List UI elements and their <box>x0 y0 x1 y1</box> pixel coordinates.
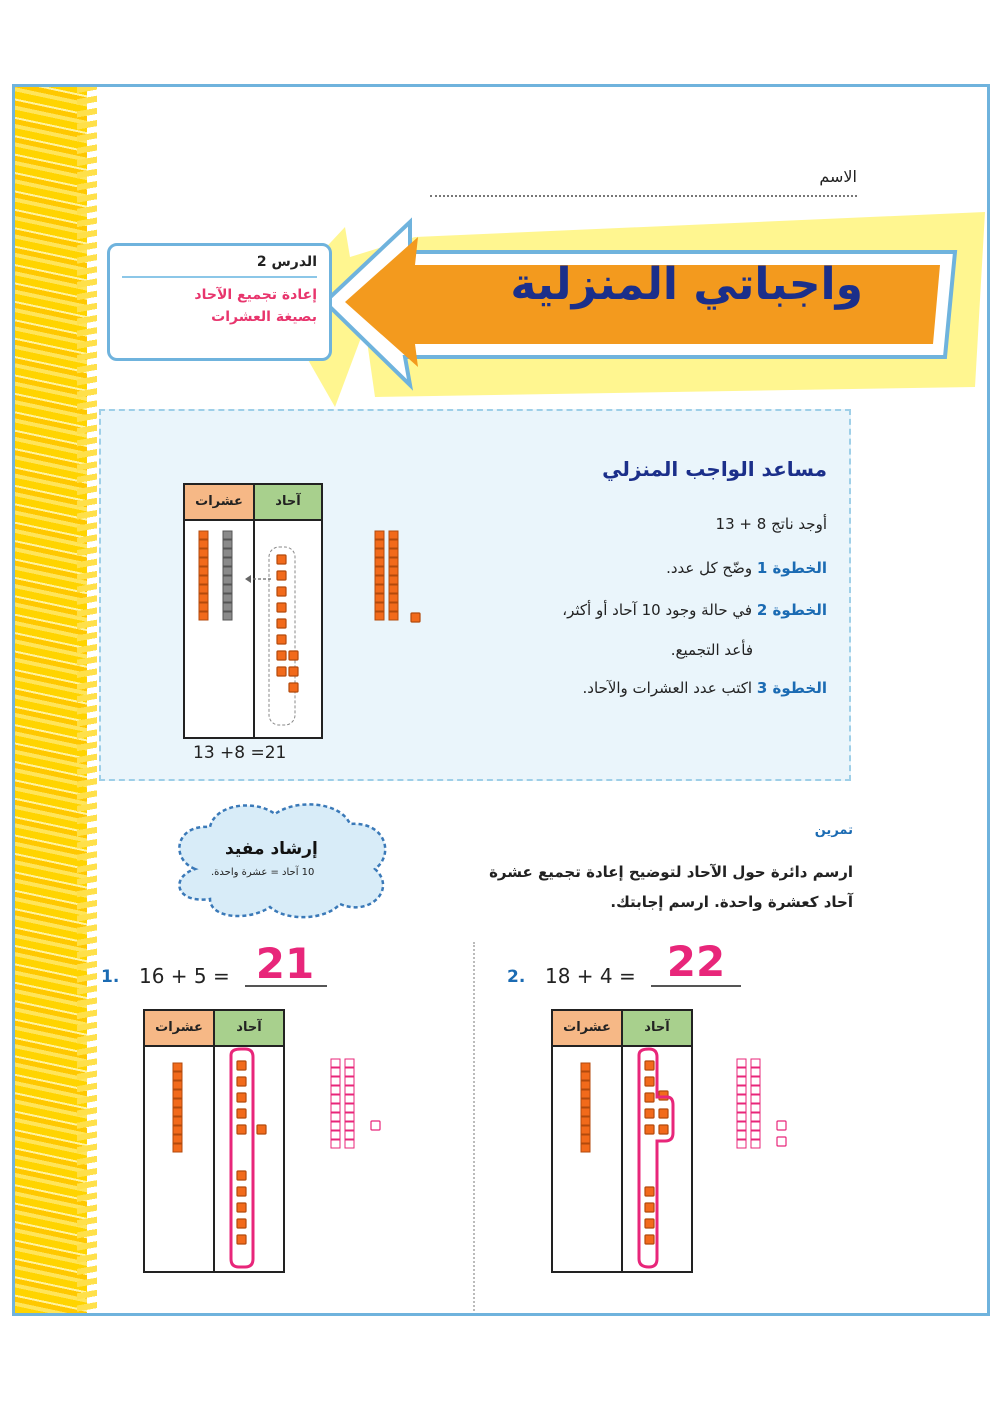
ones-cube <box>289 651 298 660</box>
problem-2-ones-header: آحاد <box>623 1011 691 1047</box>
helper-base-ten-model <box>369 527 439 627</box>
ones-cube <box>257 1125 266 1134</box>
tip-text: 10 آحاد = عشرة واحدة. <box>211 867 315 878</box>
tip-title: إرشاد مفيد <box>225 839 318 859</box>
step-3-text: اكتب عدد العشرات والآحاد. <box>582 679 753 697</box>
drawn-ones-cube <box>371 1121 380 1130</box>
drawn-tens-rod <box>751 1059 760 1148</box>
helper-place-value-table <box>183 483 323 739</box>
problem-1-table <box>143 1009 285 1273</box>
tens-rods <box>199 531 232 620</box>
ones-cube <box>277 603 286 612</box>
problem-1-answer-line <box>245 985 327 987</box>
problem-2-answer-line <box>651 985 741 987</box>
lesson-title-line2: بصيغة العشرات <box>211 309 317 325</box>
ones-cube <box>289 667 298 676</box>
ones-cube <box>237 1109 246 1118</box>
name-field-line[interactable] <box>430 195 857 197</box>
problem-1-ones-header: آحاد <box>215 1011 283 1047</box>
problem-1-expression: 16 + 5 = <box>139 964 230 988</box>
ones-cube <box>237 1187 246 1196</box>
lesson-number: الدرس 2 <box>122 254 317 278</box>
problem-1-blocks[interactable] <box>145 1047 283 1271</box>
ones-cubes <box>231 1049 266 1267</box>
ones-cube <box>277 651 286 660</box>
problem-1-number: 1. <box>101 967 120 987</box>
problem-2-answer[interactable]: 22 <box>666 937 726 986</box>
model-ones-cube <box>411 613 420 622</box>
drawn-tens-rod <box>345 1059 354 1148</box>
ones-cube <box>645 1109 654 1118</box>
ones-cube <box>645 1187 654 1196</box>
ones-cubes <box>245 547 298 725</box>
ones-cube <box>237 1061 246 1070</box>
ones-cube <box>645 1219 654 1228</box>
problem-2-tens-header: عشرات <box>553 1011 621 1047</box>
model-tens-rod <box>375 531 384 620</box>
ones-cube <box>237 1203 246 1212</box>
tens-rods <box>173 1063 182 1152</box>
problem-1-tens-header: عشرات <box>145 1011 213 1047</box>
step-2-label: الخطوة 2 <box>756 601 827 619</box>
worksheet-page <box>12 84 990 1316</box>
ones-cube <box>277 667 286 676</box>
ones-cube <box>645 1203 654 1212</box>
problem-1-drawn-answer <box>327 1057 397 1157</box>
drawn-ones-cube <box>777 1137 786 1146</box>
ones-cube <box>659 1109 668 1118</box>
tens-rod <box>581 1063 590 1152</box>
crayon-border-decoration <box>15 87 87 1313</box>
tip-cloud <box>165 799 397 921</box>
problem-2-table <box>551 1009 693 1273</box>
ones-cube <box>277 587 286 596</box>
ones-cube <box>237 1171 246 1180</box>
drawn-tens-rod <box>331 1059 340 1148</box>
ones-header: آحاد <box>255 485 321 521</box>
ones-cube <box>645 1061 654 1070</box>
regrouped-tens-rod <box>223 531 232 620</box>
banner-title: واجباتي المنزلية <box>510 259 863 310</box>
step-2-text: في حالة وجود 10 آحاد أو أكثر، <box>562 601 753 619</box>
helper-intro: أوجد ناتج 8 + 13 <box>715 515 827 533</box>
ones-cube <box>237 1093 246 1102</box>
ones-cube <box>237 1219 246 1228</box>
helper-step-2 <box>562 601 827 619</box>
step-3-label: الخطوة 3 <box>756 679 827 697</box>
name-label: الاسم <box>819 167 857 186</box>
ones-cubes <box>639 1049 673 1267</box>
ones-cube <box>645 1093 654 1102</box>
helper-step-3 <box>583 679 827 697</box>
tens-header: عشرات <box>185 485 253 521</box>
ones-cube <box>277 555 286 564</box>
ones-cube <box>237 1235 246 1244</box>
ones-cube <box>277 571 286 580</box>
lesson-card <box>107 243 332 361</box>
ones-cube <box>645 1235 654 1244</box>
problem-2-number: 2. <box>507 967 526 987</box>
problem-1-answer[interactable]: 21 <box>255 939 315 988</box>
drawn-tens-rod <box>737 1059 746 1148</box>
ones-cube <box>237 1125 246 1134</box>
ones-cube <box>277 619 286 628</box>
column-separator <box>473 942 475 1316</box>
ones-cube <box>659 1125 668 1134</box>
arrow-head <box>245 575 251 583</box>
step-1-label: الخطوة 1 <box>756 559 827 577</box>
lesson-title-line1: إعادة تجميع الآحاد <box>194 287 317 303</box>
problem-2-drawn-answer <box>733 1057 823 1157</box>
tens-rods <box>581 1063 590 1152</box>
practice-label: تمرين <box>814 823 853 838</box>
homework-helper-box <box>99 409 851 781</box>
practice-instruction: ارسم دائرة حول الآحاد لتوضيح إعادة تجميع عشرة آحاد كعشرة واحدة. ارسم إجابتك. <box>489 863 853 911</box>
ones-cube <box>645 1077 654 1086</box>
helper-blocks <box>185 521 321 737</box>
tens-rod <box>173 1063 182 1152</box>
ones-cube <box>237 1077 246 1086</box>
ones-cube <box>277 635 286 644</box>
regroup-circle <box>639 1049 673 1267</box>
drawn-ones-cube <box>777 1121 786 1130</box>
helper-equation: 13 +8 =21 <box>193 743 287 763</box>
tens-rod <box>199 531 208 620</box>
model-tens-rod <box>389 531 398 620</box>
copyright-side-text <box>918 982 932 1254</box>
helper-title: مساعد الواجب المنزلي <box>602 457 827 481</box>
helper-step-1 <box>666 559 827 577</box>
step-1-text: وضّح كل عدد. <box>666 559 753 577</box>
ones-cube <box>289 683 298 692</box>
problem-2-blocks[interactable] <box>553 1047 691 1271</box>
problem-2-expression: 18 + 4 = <box>545 964 636 988</box>
step-2-text-line2: فأعد التجميع. <box>670 641 753 659</box>
ones-cube <box>645 1125 654 1134</box>
